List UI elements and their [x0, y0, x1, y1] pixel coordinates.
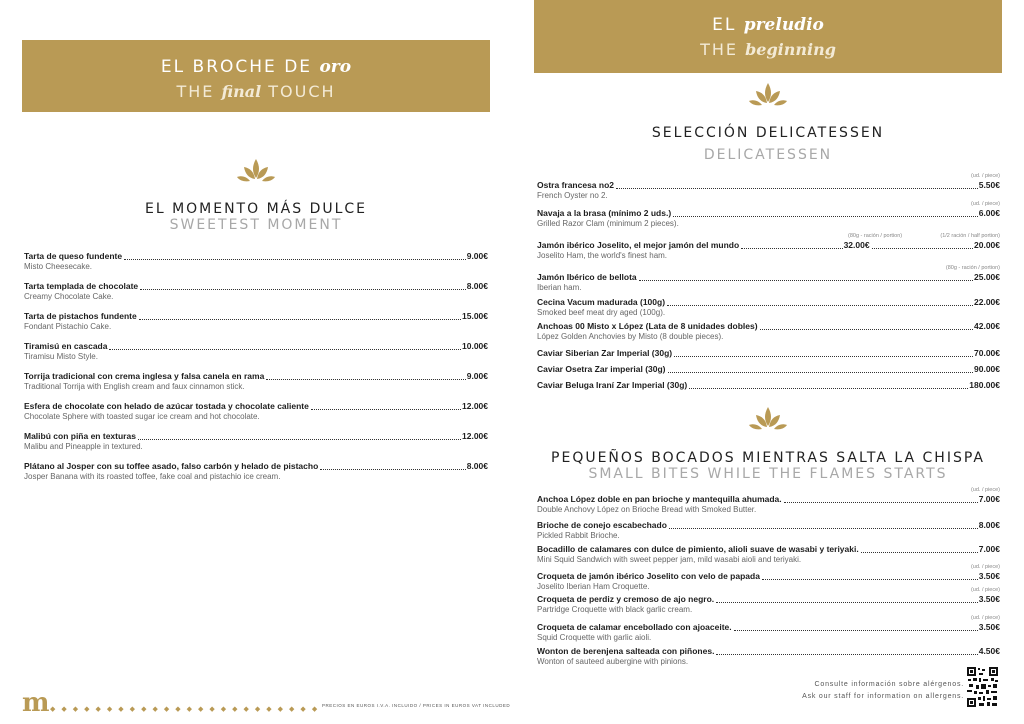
allergen-note-en: Ask our staff for information on allergens.	[802, 693, 964, 700]
item-name: Tarta de queso fundente	[24, 251, 123, 261]
item-name: Croqueta de perdiz y cremoso de ajo negro.	[537, 594, 715, 604]
menu-item	[24, 341, 488, 371]
right-banner-line1: EL preludio	[712, 15, 824, 35]
qr-code-icon[interactable]	[966, 666, 999, 708]
item-price: 15.00€	[462, 311, 488, 321]
item-name: Torrija tradicional con crema inglesa y falsa canela en rama	[24, 371, 265, 381]
menu-item	[537, 487, 1000, 520]
unit-label: (ud. / piece)	[970, 173, 1000, 179]
item-price: 22.00€	[974, 297, 1000, 307]
left-section-title: EL MOMENTO MÁS DULCE	[144, 201, 368, 217]
item-name: Brioche de conejo escabechado	[537, 520, 667, 530]
menu-item	[537, 233, 1000, 272]
item-price: 8.00€	[466, 461, 488, 471]
menu-item	[24, 461, 488, 491]
item-price: 42.00€	[974, 321, 1000, 331]
left-section-subtitle: SWEETEST MOMENT	[169, 217, 343, 233]
menu-item	[24, 251, 488, 281]
right-banner	[534, 0, 1002, 73]
item-description: Smoked beef meat dry aged (100g).	[537, 308, 666, 317]
unit-label: (ud. / piece)	[970, 201, 1000, 207]
menu-item	[537, 265, 1000, 297]
item-description: Iberian ham.	[537, 283, 582, 292]
item-description: Tiramisu Misto Style.	[24, 352, 98, 361]
left-menu-list	[24, 251, 488, 491]
item-description: Partridge Croquette with black garlic cream.	[537, 605, 693, 614]
item-price: 12.00€	[462, 431, 488, 441]
item-name: Malibú con piña en texturas	[24, 431, 136, 441]
menu-item	[537, 615, 1000, 646]
diamond-divider-icon: ◆◆◆◆◆◆◆◆◆◆◆◆◆◆◆◆◆◆◆◆◆◆◆◆	[50, 706, 324, 713]
item-price: 4.50€	[978, 646, 1000, 656]
menu-item	[537, 173, 1000, 208]
allergen-note-es: Consulte información sobre alérgenos.	[814, 681, 964, 688]
item-name: Plátano al Josper con su toffee asado, falso carbón y helado de pistacho	[24, 461, 319, 471]
item-description: Joselito Iberian Ham Croquette.	[537, 582, 650, 591]
delicatessen-list	[537, 173, 1000, 396]
menu-item	[537, 321, 1000, 348]
item-description: Double Anchovy López on Brioche Bread with Smoked Butter.	[537, 505, 757, 514]
item-name: Tarta de pistachos fundente	[24, 311, 137, 321]
menu-item	[537, 587, 1000, 622]
small-bites-list	[537, 487, 1000, 670]
item-description: Chocolate Sphere with toasted sugar ice cream and hot chocolate.	[24, 412, 260, 421]
menu-item	[24, 281, 488, 311]
item-price: 3.50€	[978, 622, 1000, 632]
item-price: 5.50€	[978, 180, 1000, 190]
menu-item	[24, 431, 488, 461]
menu-item	[537, 297, 1000, 321]
item-price: 180.00€	[969, 380, 1000, 390]
item-price: 8.00€	[466, 281, 488, 291]
item-price: 90.00€	[974, 364, 1000, 374]
item-price: 8.00€	[978, 520, 1000, 530]
delicatessen-title: SELECCIÓN DELICATESSEN	[651, 125, 885, 141]
menu-item	[537, 564, 1000, 594]
menu-item	[537, 520, 1000, 544]
right-banner-line2: THE beginning	[700, 40, 836, 59]
item-description: Mini Squid Sandwich with sweet pepper jam, mild wasabi aioli and teriyaki.	[537, 555, 802, 564]
item-name: Navaja a la brasa (mínimo 2 uds.)	[537, 208, 672, 218]
item-price: 25.00€	[974, 272, 1000, 282]
unit-label: (1/2 ración / half portion)	[940, 233, 1000, 239]
item-price: 20.00€	[974, 240, 1000, 250]
item-name: Esfera de chocolate con helado de azúcar tostada y chocolate caliente	[24, 401, 309, 411]
left-banner-line1: EL BROCHE DE oro	[160, 57, 352, 77]
item-name: Anchoas 00 Misto x López (Lata de 8 unidades dobles)	[537, 321, 758, 331]
left-banner-line2: THE final TOUCH	[176, 82, 336, 101]
menu-item	[537, 364, 1000, 380]
item-description: Wonton of sauteed aubergine with pinions.	[537, 657, 689, 666]
item-price: 3.50€	[978, 594, 1000, 604]
item-name: Wonton de berenjena salteada con piñones.	[537, 646, 715, 656]
unit-label: (ud. / piece)	[970, 587, 1000, 593]
item-name: Bocadillo de calamares con dulce de pimiento, alioli suave de wasabi y teriyaki.	[537, 544, 859, 554]
item-description: Fondant Pistachio Cake.	[24, 322, 112, 331]
lotus-icon	[748, 81, 788, 111]
item-description: Traditional Torrija with English cream and faux cinnamon stick.	[24, 382, 245, 391]
item-description: Pickled Rabbit Brioche.	[537, 531, 620, 540]
item-description: López Golden Anchovies by Misto (8 double pieces).	[537, 332, 724, 341]
restaurant-logo: m	[22, 688, 50, 718]
menu-item	[24, 311, 488, 341]
unit-label: (80g - ración / portion)	[945, 265, 1000, 271]
item-price: 7.00€	[978, 494, 1000, 504]
menu-item	[24, 371, 488, 401]
item-name: Caviar Osetra Zar imperial (30g)	[537, 364, 666, 374]
small-bites-subtitle: SMALL BITES WHILE THE FLAMES STARTS	[588, 466, 948, 482]
item-description: Josper Banana with its roasted toffee, fake coal and pistachio ice cream.	[24, 472, 281, 481]
item-description: Creamy Chocolate Cake.	[24, 292, 114, 301]
menu-item	[537, 201, 1000, 240]
item-name: Cecina Vacum madurada (100g)	[537, 297, 666, 307]
item-description: Joselito Ham, the world's finest ham.	[537, 251, 668, 260]
unit-label: (ud. / piece)	[970, 564, 1000, 570]
item-price: 9.00€	[466, 251, 488, 261]
item-price-portion: 32.00€	[843, 240, 870, 250]
menu-item	[537, 544, 1000, 571]
item-name: Tarta templada de chocolate	[24, 281, 139, 291]
item-name: Croqueta de calamar encebollado con ajoaceite.	[537, 622, 732, 632]
unit-label: (ud. / piece)	[970, 615, 1000, 621]
lotus-icon	[236, 157, 276, 187]
item-name: Jamón ibérico Joselito, el mejor jamón del mundo	[537, 240, 740, 250]
item-price: 12.00€	[462, 401, 488, 411]
item-name: Tiramisú en cascada	[24, 341, 108, 351]
menu-item	[24, 401, 488, 431]
item-price: 3.50€	[978, 571, 1000, 581]
item-name: Ostra francesa no2	[537, 180, 615, 190]
small-bites-title: PEQUEÑOS BOCADOS MIENTRAS SALTA LA CHISPA	[551, 450, 985, 466]
item-price: 10.00€	[462, 341, 488, 351]
item-description: Grilled Razor Clam (minimum 2 pieces).	[537, 219, 679, 228]
item-name: Caviar Siberian Zar Imperial (30g)	[537, 348, 673, 358]
price-note: PRECIOS EN EUROS I.V.A. INCLUIDO / PRICES IN EUROS VAT INCLUDED	[322, 703, 511, 708]
menu-item	[537, 646, 1000, 670]
item-description: Misto Cheesecake.	[24, 262, 93, 271]
unit-label: (80g - ración / portion)	[848, 233, 903, 239]
item-description: Squid Croquette with garlic aioli.	[537, 633, 652, 642]
item-name: Anchoa López doble en pan brioche y mantequilla ahumada.	[537, 494, 782, 504]
lotus-icon	[748, 405, 788, 435]
item-price: 9.00€	[466, 371, 488, 381]
item-name: Caviar Beluga Iraní Zar Imperial (30g)	[537, 380, 688, 390]
item-price: 70.00€	[974, 348, 1000, 358]
left-banner	[22, 40, 490, 112]
menu-item	[537, 380, 1000, 396]
delicatessen-subtitle: DELICATESSEN	[703, 147, 833, 163]
item-price: 7.00€	[978, 544, 1000, 554]
item-description: Malibu and Pineapple in textured.	[24, 442, 143, 451]
item-name: Croqueta de jamón ibérico Joselito con velo de papada	[537, 571, 760, 581]
menu-item	[537, 348, 1000, 364]
item-name: Jamón Ibérico de bellota	[537, 272, 637, 282]
item-description: French Oyster no 2.	[537, 191, 608, 200]
item-price: 6.00€	[978, 208, 1000, 218]
allergen-note	[802, 679, 964, 703]
unit-label: (ud. / piece)	[970, 487, 1000, 493]
